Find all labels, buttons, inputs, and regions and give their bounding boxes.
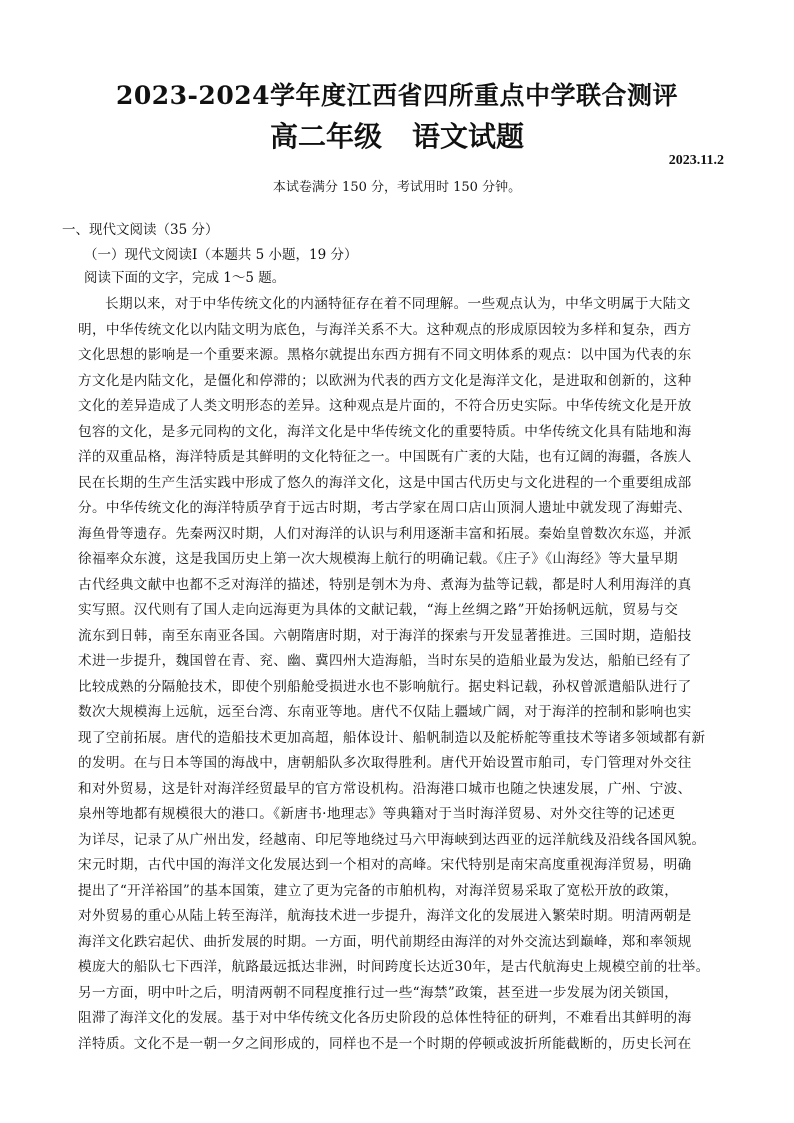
subsection-heading: （一）现代文阅读Ⅰ（本题共 5 小题，19 分） [84, 247, 358, 263]
passage-line: 泉州等地都有规模很大的港口。《新唐书·地理志》等典籍对于当时海洋贸易、对外交往等的记述更 [78, 806, 676, 822]
exam-subtitle [0, 115, 794, 155]
passage-line: 实写照。汉代则有了国人走向远海更为具体的文献记载，“海上丝绸之路”开始扬帆远航，贸易与交 [78, 602, 679, 618]
passage-line: 宋元时期，古代中国的海洋文化发展达到一个相对的高峰。宋代特别是南宋高度重视海洋贸易，明确 [78, 857, 692, 873]
grade-label: 高二年级 [269, 120, 382, 153]
passage-line: 长期以来，对于中华传统文化的内涵特征存在着不同理解。一些观点认为，中华文明属于大陆文 [105, 296, 691, 312]
passage-line: 洋特质。文化不是一朝一夕之间形成的，同样也不是一个时期的停顿或波折所能截断的，历史长河在 [78, 1035, 692, 1052]
passage-line: 徐福率众东渡，这是我国历史上第一次大规模海上航行的明确记载。《庄子》《山海经》等大量早期 [78, 551, 678, 567]
passage-line: 包容的文化，是多元同构的文化，海洋文化是中华传统文化的重要特质。中华传统文化具有陆地和海 [78, 423, 692, 440]
passage-line: 为详尽，记录了从广州出发，经越南、印尼等地绕过马六甲海峡到达西亚的远洋航线及沿线各国风貌。 [78, 831, 706, 848]
passage-line: 洋的双重品格，海洋特质是其鲜明的文化特征之一。中国既有广袤的大陆，也有辽阔的海疆，各族人 [78, 449, 692, 465]
passage-line: 阻滞了海洋文化的发展。基于对中华传统文化各历史阶段的总体性特征的研判，不难看出其鲜明的海 [78, 1010, 692, 1026]
passage-line: 文化思想的影响是一个重要来源。黑格尔就提出东西方拥有不同文明体系的观点：以中国为代表的东 [78, 347, 692, 363]
reading-passage [78, 292, 736, 1057]
passage-line: 对外贸易的重心从陆上转至海洋，航海技术进一步提升，海洋文化的发展进入繁荣时期。明清两朝是 [78, 908, 692, 924]
passage-line: 方文化是内陆文化，是僵化和停滞的；以欧洲为代表的西方文化是海洋文化，是进取和创新的，这种 [78, 372, 692, 389]
exam-note: 本试卷满分 150 分，考试用时 150 分钟。 [272, 180, 522, 195]
exam-title: 2023-2024学年度江西省四所重点中学联合测评 [115, 81, 679, 110]
passage-line: 术进一步提升，魏国曾在青、兖、幽、冀四州大造海船，当时东吴的造船业最为发达，船舶已经有了 [78, 653, 692, 669]
passage-line: 文化的差异造成了人类文明形态的差异。这种观点是片面的，不符合历史实际。中华传统文化是开放 [78, 398, 692, 414]
passage-line: 模庞大的船队七下西洋，航路最远抵达非洲，时间跨度长达近30年，是古代航海史上规模空前的壮举。 [78, 959, 710, 975]
exam-date: 2023.11.2 [668, 153, 724, 168]
passage-line: 海鱼骨等遗存。先秦两汉时期，人们对海洋的认识与利用逐渐丰富和拓展。秦始皇曾数次东巡，并派 [78, 525, 692, 542]
passage-line: 的发明。在与日本等国的海战中，唐朝船队多次取得胜利。唐代开始设置市舶司，专门管理对外交往 [78, 755, 692, 771]
passage-line: 古代经典文献中也都不乏对海洋的描述，特别是刳木为舟、煮海为盐等记载，都是时人利用海洋的真 [78, 576, 692, 593]
reading-instruction: 阅读下面的文字，完成 1～5 题。 [84, 270, 286, 286]
passage-line: 提出了“开洋裕国”的基本国策，建立了更为完备的市舶机构，对海洋贸易采取了宽松开放的政策， [78, 882, 679, 899]
passage-line: 比较成熟的分隔舱技术，即使个别船舱受损进水也不影响航行。据史料记载，孙权曾派遣船队进行了 [78, 678, 692, 695]
passage-line: 明，中华传统文化以内陆文明为底色，与海洋关系不大。这种观点的形成原因较为多样和复杂，西方 [78, 321, 692, 338]
passage-line: 流东到日韩，南至东南亚各国。六朝隋唐时期，对于海洋的探索与开发显著推进。三国时期，造船技 [78, 627, 692, 644]
passage-line: 海洋文化跌宕起伏、曲折发展的时期。一方面，明代前期经由海洋的对外交流达到巅峰，郑和率领规 [78, 933, 692, 950]
section-heading: 一、现代文阅读（35 分） [62, 222, 219, 238]
passage-line: 现了空前拓展。唐代的造船技术更加高超，船体设计、船帆制造以及舵桥舵等重技术等诸多领域都有新 [78, 729, 706, 746]
passage-line: 分。中华传统文化的海洋特质孕育于远古时期，考古学家在周口店山顶洞人遗址中就发现了海蚶壳、 [78, 500, 692, 516]
passage-line: 数次大规模海上远航，远至台湾、东南亚等地。唐代不仅陆上疆域广阔，对于海洋的控制和影响也实 [78, 704, 692, 720]
passage-line: 和对外贸易，这是针对海洋经贸最早的官方常设机构。沿海港口城市也随之快速发展，广州、宁波、 [78, 780, 692, 797]
passage-line: 另一方面，明中叶之后，明清两朝不同程度推行过一些“海禁”政策，甚至进一步发展为闭关锁国， [78, 984, 679, 1001]
subject-label: 语文试题 [412, 120, 525, 153]
passage-line: 民在长期的生产生活实践中形成了悠久的海洋文化，这是中国古代历史与文化进程的一个重要组成部 [78, 474, 692, 491]
